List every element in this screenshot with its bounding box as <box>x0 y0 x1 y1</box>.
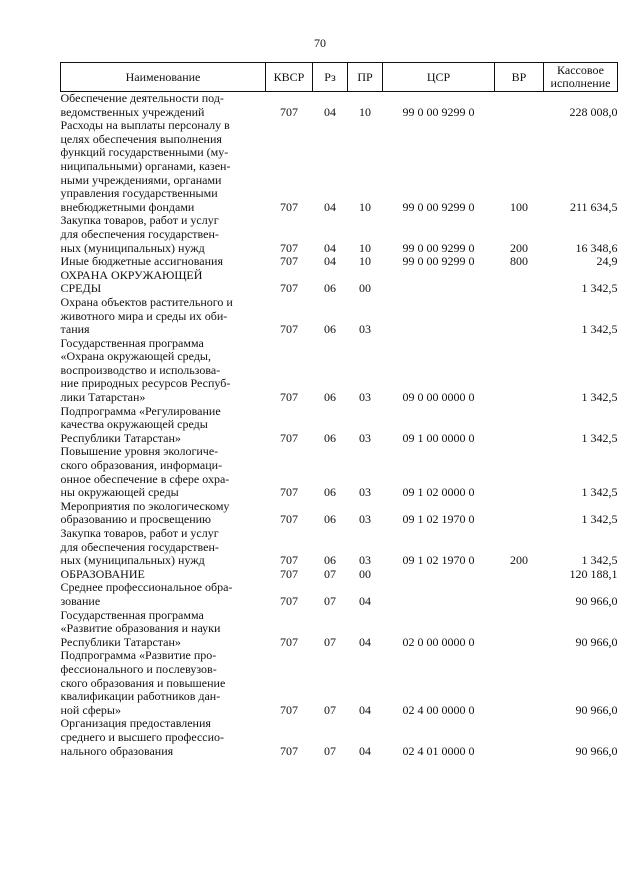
row-rz: 04 <box>324 240 336 255</box>
row-pr: 00 <box>359 566 371 581</box>
row-name-line: Подпрограмма «Регулирование <box>60 403 221 418</box>
row-amount: 1 342,5 <box>581 553 618 568</box>
row-name-line: ниципальными) органами, казен- <box>60 158 231 173</box>
row-name-line: для обеспечения государствен- <box>60 539 219 554</box>
row-rz: 04 <box>324 254 336 269</box>
row-kvsr: 707 <box>280 240 298 255</box>
row-amount: 1 342,5 <box>581 322 618 337</box>
row-rz: 07 <box>324 634 336 649</box>
row-vr: 100 <box>510 199 528 214</box>
row-csr: 99 0 00 9299 0 <box>402 104 475 119</box>
row-vr <box>495 568 544 582</box>
row-name <box>61 269 266 296</box>
row-pr: 03 <box>359 485 371 500</box>
row-amount: 90 966,0 <box>575 593 618 608</box>
row-pr: 00 <box>359 281 371 296</box>
row-csr <box>383 296 495 337</box>
header-amount <box>544 63 618 92</box>
row-vr <box>495 337 544 405</box>
row-pr: 10 <box>359 199 371 214</box>
row-vr <box>495 500 544 527</box>
row-name-line: Закупка товаров, работ и услуг <box>60 526 219 540</box>
row-name-line: функций государственными (му- <box>60 145 229 160</box>
row-amount: 1 342,5 <box>581 390 618 405</box>
row-rz: 06 <box>324 281 336 296</box>
row-pr: 03 <box>359 430 371 445</box>
row-name-line: ского образования, информаци- <box>60 458 223 473</box>
row-name-line: образованию и просвещению <box>60 512 212 527</box>
row-name-line: Иные бюджетные ассигнования <box>60 254 223 269</box>
header-amount-line2: исполнение <box>550 76 611 90</box>
row-csr: 09 1 00 0000 0 <box>402 430 475 445</box>
row-pr: 10 <box>359 254 371 269</box>
row-amount: 90 966,0 <box>575 634 618 649</box>
row-name-line: фессионального и послевузов- <box>60 661 217 676</box>
row-kvsr: 707 <box>280 485 298 500</box>
row-amount: 16 348,6 <box>575 240 618 255</box>
row-pr: 03 <box>359 512 371 527</box>
row-pr: 10 <box>359 240 371 255</box>
row-name-line: тания <box>60 322 90 337</box>
row-rz: 07 <box>324 566 336 581</box>
table-row <box>61 445 618 499</box>
page-number: 70 <box>314 36 326 50</box>
row-name-line: ние природных ресурсов Респуб- <box>60 376 231 391</box>
row-name <box>61 405 266 446</box>
row-pr: 03 <box>359 390 371 405</box>
row-rz: 04 <box>324 199 336 214</box>
row-name-line: целях обеспечения выполнения <box>60 131 222 146</box>
row-vr <box>495 405 544 446</box>
row-vr <box>495 649 544 717</box>
row-name-line: животного мира и среды их оби- <box>60 308 228 323</box>
row-csr: 99 0 00 9299 0 <box>402 254 475 269</box>
header-pr: ПР <box>348 63 383 92</box>
row-pr: 04 <box>359 593 371 608</box>
row-vr <box>495 296 544 337</box>
row-name <box>61 92 266 120</box>
row-name <box>61 568 266 582</box>
row-name <box>61 649 266 717</box>
table-row <box>61 255 618 269</box>
row-rz: 06 <box>324 430 336 445</box>
row-vr <box>495 445 544 499</box>
row-csr <box>383 568 495 582</box>
row-name-line: Среднее профессиональное обра- <box>60 580 233 595</box>
row-csr: 02 4 01 0000 0 <box>402 743 475 758</box>
row-kvsr: 707 <box>280 593 298 608</box>
header-amount-line1: Кассовое <box>557 63 604 77</box>
row-name-line: Государственная программа <box>60 335 204 350</box>
row-name-line: качества окружающей среды <box>60 417 208 432</box>
row-name-line: Охрана объектов растительного и <box>60 294 233 309</box>
row-kvsr: 707 <box>280 199 298 214</box>
row-name-line: ны окружающей среды <box>60 485 179 500</box>
row-name-line: онное обеспечение в сфере охра- <box>60 471 230 486</box>
row-name-line: «Охрана окружающей среды, <box>60 349 211 364</box>
row-rz: 07 <box>324 743 336 758</box>
row-name <box>61 296 266 337</box>
row-rz: 06 <box>324 553 336 568</box>
row-csr <box>383 581 495 608</box>
row-csr: 99 0 00 9299 0 <box>402 240 475 255</box>
row-rz: 07 <box>324 593 336 608</box>
row-name <box>61 445 266 499</box>
row-name-line: Республики Татарстан» <box>60 430 181 445</box>
row-kvsr: 707 <box>280 743 298 758</box>
row-amount: 1 342,5 <box>581 485 618 500</box>
row-csr: 09 1 02 1970 0 <box>402 512 475 527</box>
row-name-line: управления государственными <box>60 186 218 201</box>
header-vr: ВР <box>495 63 544 92</box>
row-csr: 99 0 00 9299 0 <box>402 199 475 214</box>
row-name-line: Закупка товаров, работ и услуг <box>60 213 219 228</box>
row-name-line: квалификации работников дан- <box>60 689 221 704</box>
row-amount: 90 966,0 <box>575 702 618 717</box>
header-rz: Рз <box>313 63 348 92</box>
row-kvsr: 707 <box>280 390 298 405</box>
row-rz: 06 <box>324 390 336 405</box>
row-rz: 06 <box>324 485 336 500</box>
row-rz: 04 <box>324 104 336 119</box>
row-amount: 211 634,5 <box>569 199 618 214</box>
row-vr: 800 <box>510 254 528 269</box>
row-vr: 200 <box>510 240 528 255</box>
table-header-row <box>61 63 618 92</box>
row-name <box>61 119 266 214</box>
row-csr: 09 1 02 0000 0 <box>402 485 475 500</box>
row-name-line: «Развитие образования и науки <box>60 621 221 636</box>
table-row <box>61 568 618 582</box>
table-row <box>61 269 618 296</box>
row-amount: 1 342,5 <box>581 430 618 445</box>
table-row <box>61 581 618 608</box>
table-body <box>61 92 618 759</box>
row-name-line: Организация предоставления <box>60 716 211 731</box>
row-vr <box>495 609 544 650</box>
row-name <box>61 255 266 269</box>
row-kvsr: 707 <box>280 553 298 568</box>
row-name <box>61 717 266 758</box>
row-pr: 03 <box>359 553 371 568</box>
row-name-line: СРЕДЫ <box>60 281 102 296</box>
row-vr <box>495 717 544 758</box>
row-rz: 06 <box>324 322 336 337</box>
row-kvsr: 707 <box>280 254 298 269</box>
row-name-line: внебюджетными фондами <box>60 199 195 214</box>
row-amount: 120 188,1 <box>569 566 618 581</box>
table-row <box>61 405 618 446</box>
row-kvsr: 707 <box>280 566 298 581</box>
row-csr: 09 0 00 0000 0 <box>402 390 475 405</box>
row-vr <box>495 581 544 608</box>
row-name-line: ведомственных учреждений <box>60 104 205 119</box>
row-name-line: Подпрограмма «Развитие про- <box>60 648 217 663</box>
row-kvsr: 707 <box>280 702 298 717</box>
table-row <box>61 214 618 255</box>
row-vr <box>495 269 544 296</box>
row-kvsr: 707 <box>280 104 298 119</box>
row-name <box>61 609 266 650</box>
row-vr: 200 <box>510 553 528 568</box>
row-name-line: воспроизводство и использова- <box>60 362 221 377</box>
row-csr <box>383 269 495 296</box>
table-row <box>61 717 618 758</box>
row-name-line: нального образования <box>60 743 174 758</box>
row-name <box>61 214 266 255</box>
row-name <box>61 500 266 527</box>
row-name-line: Расходы на выплаты персоналу в <box>60 118 230 133</box>
row-amount: 24,9 <box>596 254 618 269</box>
budget-table <box>60 62 618 758</box>
row-name-line: ных (муниципальных) нужд <box>60 240 205 255</box>
row-name-line: лики Татарстан» <box>60 390 146 405</box>
table-row <box>61 119 618 214</box>
row-csr: 09 1 02 1970 0 <box>402 553 475 568</box>
row-pr: 03 <box>359 322 371 337</box>
row-amount: 1 342,5 <box>581 512 618 527</box>
header-name: Наименование <box>61 63 266 92</box>
table-row <box>61 296 618 337</box>
table-row <box>61 527 618 568</box>
header-kvsr: КВСР <box>266 63 313 92</box>
row-name-line: ОБРАЗОВАНИЕ <box>60 566 145 581</box>
row-csr: 02 4 00 0000 0 <box>402 702 475 717</box>
row-name-line: Республики Татарстан» <box>60 634 181 649</box>
row-name-line: ОХРАНА ОКРУЖАЮЩЕЙ <box>60 267 203 282</box>
row-kvsr: 707 <box>280 430 298 445</box>
table-row <box>61 649 618 717</box>
row-kvsr: 707 <box>280 322 298 337</box>
row-amount: 90 966,0 <box>575 743 618 758</box>
table-row <box>61 92 618 120</box>
row-name-line: Государственная программа <box>60 607 204 622</box>
row-amount: 228 008,0 <box>569 104 618 119</box>
row-kvsr: 707 <box>280 281 298 296</box>
row-name <box>61 527 266 568</box>
row-name-line: ными учреждениями, органами <box>60 172 222 187</box>
row-name-line: Мероприятия по экологическому <box>60 498 230 513</box>
row-rz: 06 <box>324 512 336 527</box>
row-pr: 04 <box>359 702 371 717</box>
row-name-line: ского образования и повышение <box>60 675 226 690</box>
row-kvsr: 707 <box>280 512 298 527</box>
row-name-line: Обеспечение деятельности под- <box>60 91 224 105</box>
row-amount: 1 342,5 <box>581 281 618 296</box>
row-name-line: Повышение уровня экологиче- <box>60 444 219 459</box>
table-row <box>61 337 618 405</box>
row-name <box>61 581 266 608</box>
row-pr: 04 <box>359 634 371 649</box>
table-row <box>61 500 618 527</box>
row-name-line: зование <box>60 593 101 608</box>
header-csr: ЦСР <box>383 63 495 92</box>
row-name <box>61 337 266 405</box>
row-name-line: ной сферы» <box>60 702 121 717</box>
row-rz: 07 <box>324 702 336 717</box>
row-kvsr: 707 <box>280 634 298 649</box>
row-name-line: ных (муниципальных) нужд <box>60 553 205 568</box>
row-name-line: среднего и высшего профессио- <box>60 729 225 744</box>
row-csr: 02 0 00 0000 0 <box>402 634 475 649</box>
row-pr: 10 <box>359 104 371 119</box>
table-row <box>61 609 618 650</box>
row-name-line: для обеспечения государствен- <box>60 226 219 241</box>
row-pr: 04 <box>359 743 371 758</box>
row-vr <box>495 92 544 120</box>
